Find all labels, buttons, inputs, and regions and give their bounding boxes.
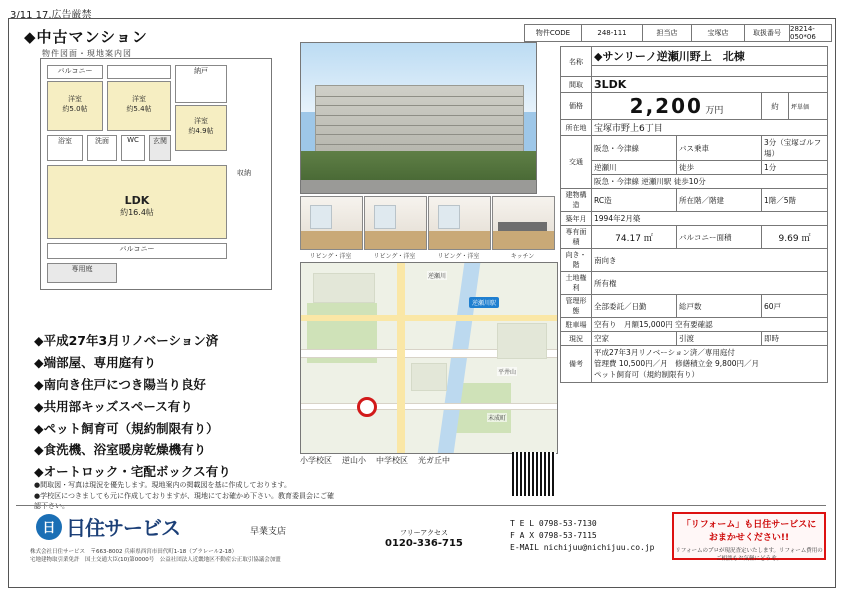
promo-line-1: 「リフォーム」も日住サービスに [681, 520, 817, 530]
address-label: 所在地 [561, 120, 592, 136]
reform-promo-box [672, 512, 826, 560]
map-station-label: 逆瀬川駅 [469, 297, 499, 308]
ref-label: 取扱番号 [745, 25, 790, 41]
freecall-block [385, 528, 463, 549]
map-label: 平井山 [498, 369, 517, 376]
room-label: 洋室 [68, 95, 82, 103]
contact-block [510, 518, 655, 554]
exterior-photo [300, 42, 537, 194]
room-size: 約4.9帖 [188, 127, 214, 135]
promo-line-2: おまかせください!! [708, 533, 790, 543]
map-label: 逆瀬川 [428, 273, 447, 280]
floor-value: 1階／5階 [762, 189, 828, 212]
photo-building [315, 85, 524, 156]
name-label: 名称 [561, 47, 592, 77]
feature-bullets [34, 330, 314, 483]
junior-label: 中学校区 [376, 456, 408, 465]
interior-photo [300, 196, 363, 250]
property-code-bar [524, 24, 832, 42]
management-label: 管理形態 [561, 295, 592, 318]
walk-label: 徒歩 [677, 161, 762, 175]
code-value: 248-111 [582, 25, 643, 41]
logo-mark-icon: 日 [36, 514, 62, 540]
note-line: 平成27年3月リノベーション済／専用庭付 [594, 348, 735, 357]
kitchen-photo [492, 196, 555, 250]
page-title: ◆中古マンション [24, 28, 148, 46]
map-pin [357, 397, 377, 417]
location-map[interactable] [300, 262, 558, 454]
structure-label: 建物構造 [561, 189, 592, 212]
freecall-label: フリーアクセス [399, 529, 449, 537]
madori-label: 間取 [561, 77, 592, 93]
room-label: 洋室 [132, 95, 146, 103]
photo-caption: リビング・洋室 [437, 253, 480, 260]
interior-photo [364, 196, 427, 250]
note-line: 管理費 10,500円／月 修繕積立金 9,800円／月 [594, 359, 759, 368]
delivery-value: 即時 [762, 332, 828, 346]
legal-smallprint [30, 548, 490, 565]
floor-label: 所在階／階建 [677, 189, 762, 212]
legal-line: 株式会社日住サービス 〒663-8002 兵庫県西宮市田代町1-18（プラレール2-18） [30, 549, 238, 555]
land-value: 所有権 [592, 272, 828, 295]
company-name: 日住サービス [66, 516, 180, 540]
price-value: 2,200 [629, 94, 703, 118]
disclaimer-line: ●学校区につきましても元に作成しておりますが、現地にてお確かめ下さい。教育委員会にご確認下さい。 [34, 491, 334, 510]
room-size: 約16.4帖 [120, 208, 154, 217]
map-label: 末成町 [488, 415, 507, 422]
photo-caption: リビング・洋室 [309, 253, 352, 260]
fax-line: F A X 0798-53-7115 [510, 531, 597, 540]
parking-label: 駐車場 [561, 318, 592, 332]
email-line: E-MAIL nichijuu@nichijuu.co.jp [510, 543, 655, 552]
elementary-value: 逆山小 [342, 456, 366, 465]
price-label: 価格 [561, 93, 592, 120]
bullet-item: ◆平成27年3月リノベーション済 [34, 333, 219, 348]
page-header-note: 3/11 17.広告厳禁 [10, 10, 92, 21]
photo-road [301, 180, 536, 194]
bullet-item: ◆端部屋、専用庭有り [34, 354, 157, 370]
bullet-item: ◆オートロック・宅配ボックス有り [34, 464, 231, 480]
built-value: 1994年2月築 [592, 212, 828, 226]
total-units-label: 総戸数 [677, 295, 762, 318]
floorplan-diagram: バルコニー 洋室 約5.0帖 洋室 約5.4帖 納戸 洋室 約4.9帖 浴室 洗面 WC 玄関 LDK 約16.4帖 バルコニー 専用庭 収納 [40, 58, 272, 290]
room-size: 約5.0帖 [62, 105, 88, 113]
bullet-item: ◆食洗機、浴室暖房乾燥機有り [34, 442, 207, 458]
walk-value: 1分 [762, 161, 828, 175]
room-size: 約5.4帖 [126, 105, 152, 113]
disclaimer-line: ●間取図・写真は現況を優先します。現地案内の掲載図を基に作成しております。 [34, 481, 291, 489]
address-value: 宝塚市野上6丁目 [592, 120, 828, 136]
bus-label: バス乗車 [677, 136, 762, 161]
interior-photo [428, 196, 491, 250]
subtitle-note: 物件図面・現地案内図 [42, 49, 132, 58]
traffic-line: 阪急・今津線 [592, 136, 677, 161]
delivery-label: 引渡 [677, 332, 762, 346]
direction-value: 南向き [592, 249, 828, 272]
current-value: 空家 [592, 332, 677, 346]
shop-value: 宝塚店 [692, 25, 745, 41]
promo-line-3: リフォームのプロが現況査定いたします。リフォーム費用のご相談もお気軽にどうぞ。 [675, 548, 823, 562]
company-logo [36, 512, 180, 541]
qr-code [512, 452, 556, 496]
note-line: ペット飼育可（規約制限有り） [594, 370, 699, 379]
madori-value: 3LDK [592, 77, 828, 93]
traffic-sub: 阪急・今津線 逆瀬川駅 徒歩10分 [592, 175, 828, 189]
current-label: 現況 [561, 332, 592, 346]
price-note-label: 坪単価 [789, 93, 828, 120]
photo-caption: キッチン [510, 253, 535, 260]
direction-label: 向き・階 [561, 249, 592, 272]
area-label: 専有面積 [561, 226, 592, 249]
bullet-item: ◆共用部キッズスペース有り [34, 398, 193, 414]
freecall-number: 0120-336-715 [385, 538, 463, 549]
bullet-item: ◆ペット飼育可（規約制限有り） [34, 420, 219, 436]
area-value: 74.17 ㎡ [592, 226, 677, 249]
built-label: 築年月 [561, 212, 592, 226]
shop-name: 早業支店 [250, 527, 287, 537]
traffic-label: 交通 [561, 136, 592, 189]
parking-value: 空有り 月額15,000円 空有要確認 [592, 318, 828, 332]
tel-line: T E L 0798-53-7130 [510, 519, 597, 528]
interior-photo-strip [300, 196, 556, 258]
price-note: 約 [762, 93, 789, 120]
code-label: 物件CODE [525, 25, 582, 41]
balcony-value: 9.69 ㎡ [762, 226, 828, 249]
price-unit: 万円 [705, 106, 724, 116]
bus-value: 3分（宝塚ゴルフ場） [762, 136, 828, 161]
elementary-label: 小学校区 [300, 456, 332, 465]
total-units-value: 60戸 [762, 295, 828, 318]
management-value: 全部委託／日勤 [592, 295, 677, 318]
shop-label: 担当店 [643, 25, 692, 41]
ref-value: 28214-050*06 [790, 25, 816, 41]
room-label: 洋室 [194, 117, 208, 125]
property-detail-table [560, 46, 828, 383]
notes-label: 備考 [561, 346, 592, 383]
photo-caption: リビング・洋室 [373, 253, 416, 260]
land-label: 土地権利 [561, 272, 592, 295]
property-name: ◆サンリーノ逆瀬川野上 北棟 [592, 47, 828, 66]
legal-line: 宅地建物取引業免許 国土交通大臣(10)第0000号 公益社団法人近畿地区不動産公正取引協議会加盟 [30, 557, 281, 564]
structure-value: RC造 [592, 189, 677, 212]
room-label: LDK [124, 194, 150, 207]
traffic-station: 逆瀬川 [592, 161, 677, 175]
junior-value: 光ガ丘中 [418, 456, 450, 465]
bullet-item: ◆南向き住戸につき陽当り良好 [34, 376, 206, 392]
balcony-label: バルコニー面積 [677, 226, 762, 249]
